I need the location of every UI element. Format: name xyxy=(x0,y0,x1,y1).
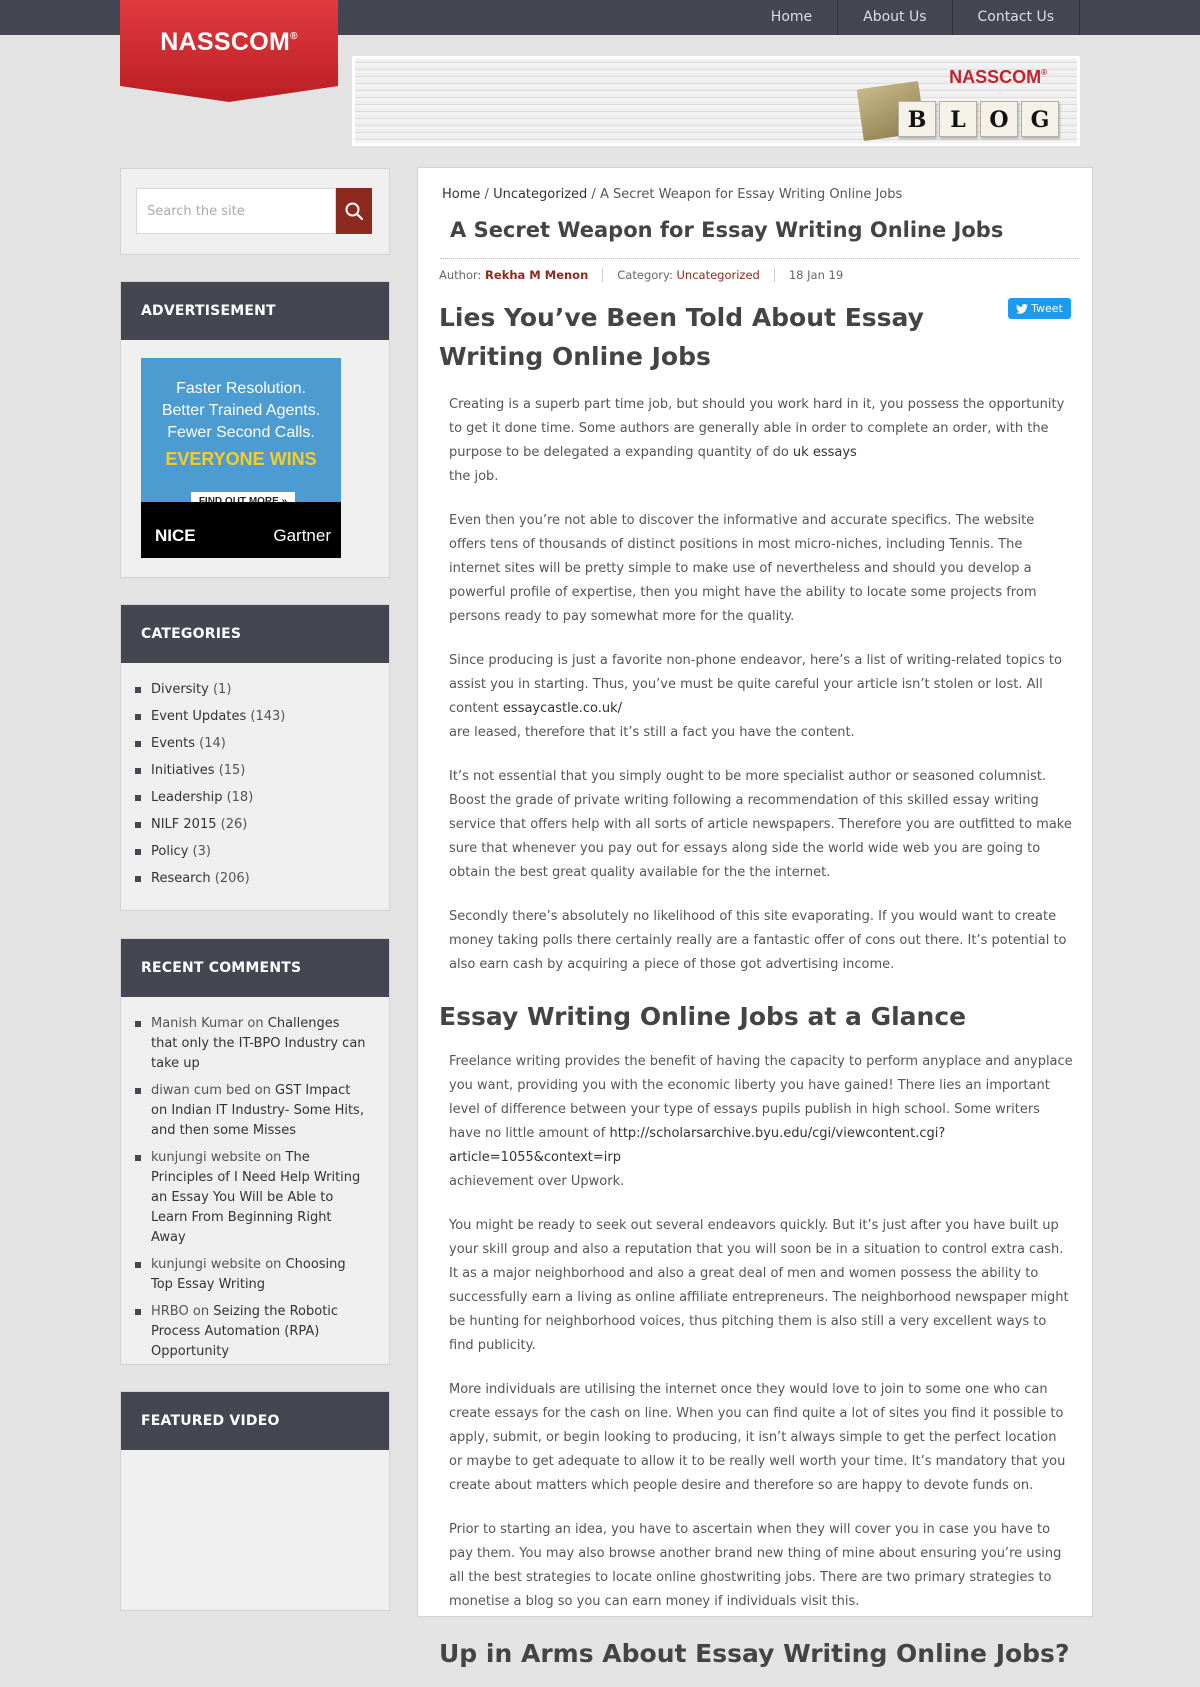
category-count: (206) xyxy=(214,871,250,886)
category-count: (14) xyxy=(199,736,226,751)
post-meta xyxy=(439,268,843,282)
comment-author: kunjungi website xyxy=(151,1257,262,1272)
paragraph-text: are leased, therefore that it’s still a fact you have the content. xyxy=(449,725,855,740)
search-widget xyxy=(120,168,390,255)
section-heading: Up in Arms About Essay Writing Online Jobs? xyxy=(439,1639,1070,1668)
search-form xyxy=(136,188,372,234)
logo-text: NASSCOM xyxy=(160,28,291,56)
search-input[interactable] xyxy=(136,188,336,234)
post-category-link[interactable]: Uncategorized xyxy=(676,268,760,282)
categories-list xyxy=(121,663,389,889)
comment-author: kunjungi website xyxy=(151,1150,262,1165)
site-logo[interactable] xyxy=(120,0,338,102)
meta-divider xyxy=(774,268,775,282)
author-label: Author: xyxy=(439,268,482,282)
ad-line: Better Trained Agents. xyxy=(161,402,321,419)
category-item xyxy=(151,707,369,727)
recent-comments-heading: RECENT COMMENTS xyxy=(121,939,389,997)
comment-item xyxy=(151,1081,369,1141)
comment-connector: on xyxy=(265,1150,282,1165)
category-link[interactable]: Initiatives xyxy=(151,763,215,778)
category-count: (26) xyxy=(220,817,248,832)
category-item xyxy=(151,680,369,700)
breadcrumb-home[interactable]: Home xyxy=(442,187,481,202)
paragraph-text: Creating is a superb part time job, but should you work hard in it, you possess the opportunity to get it done time. Some authors are generally able in order to complete an order, with the purpose to be delegated a expanding quantity of do xyxy=(449,397,1065,460)
paragraph: Secondly there’s absolutely no likelihood of this site evaporating. If you would want to create money taking polls there certainly really are a fantastic offer of cons out there. It’s potential to also earn cash by acquiring a piece of those got advertising income. xyxy=(449,909,1067,972)
paragraph xyxy=(449,393,1073,489)
comment-item xyxy=(151,1302,369,1362)
paragraph xyxy=(449,649,1073,745)
paragraph-text: Since producing is just a favorite non-phone endeavor, here’s a list of writing-related topics to assist you in starting. Thus, you’ve must be quite careful your article isn’t stolen or lost. All content xyxy=(449,653,1062,716)
paragraph: Even then you’re not able to discover the informative and accurate specifics. The website offers tens of thousands of distinct positions in most micro-niches, including Tennis. The internet sites will be pretty simple to make use of nevertheless and should you develop a powerful profile of expertise, then you might have the ability to locate some projects from persons ready to pay somewhat more for the quality. xyxy=(449,513,1037,624)
category-count: (18) xyxy=(226,790,254,805)
category-item xyxy=(151,761,369,781)
category-label: Category: xyxy=(617,268,673,282)
category-link[interactable]: Diversity xyxy=(151,682,209,697)
nice-logo: NICE xyxy=(155,526,196,545)
breadcrumb-current: A Secret Weapon for Essay Writing Online Jobs xyxy=(599,187,903,202)
blog-tile: L xyxy=(939,101,977,137)
blog-tiles xyxy=(898,101,1059,137)
paragraph: Prior to starting an idea, you have to ascertain when they will cover you in case you have to pay them. You may also browse another brand new thing of mine about ensuring you’re using all the best strategies to locate online ghostwriting jobs. There are two primary strategies to monetise a blog so you can earn money if individuals visit this. xyxy=(449,1522,1062,1609)
category-link[interactable]: Events xyxy=(151,736,196,751)
main-nav xyxy=(746,0,1080,35)
search-icon xyxy=(344,201,364,221)
paragraph xyxy=(449,1050,1073,1194)
post-date: 18 Jan 19 xyxy=(788,268,844,282)
category-count: (3) xyxy=(192,844,211,859)
comment-post-link[interactable]: The Principles of I Need Help Writing an Essay You Will be Able to Learn From Beginning Right Away xyxy=(151,1150,361,1245)
search-button[interactable] xyxy=(336,188,372,234)
inline-link[interactable]: uk essays xyxy=(792,445,857,460)
ad-line: Fewer Second Calls. xyxy=(167,424,315,441)
categories-widget xyxy=(120,604,390,911)
comment-item xyxy=(151,1014,369,1074)
comment-author: diwan cum bed xyxy=(151,1083,251,1098)
advertisement-heading: ADVERTISEMENT xyxy=(121,282,389,340)
advertisement-widget xyxy=(120,281,390,578)
banner-newspaper-image xyxy=(355,59,1077,143)
recent-comments-widget xyxy=(120,938,390,1365)
breadcrumb xyxy=(442,187,902,202)
breadcrumb-category[interactable]: Uncategorized xyxy=(493,187,588,202)
category-link[interactable]: Research xyxy=(151,871,211,886)
recent-comments-list xyxy=(121,997,389,1362)
nav-about-us[interactable]: About Us xyxy=(837,0,951,35)
meta-divider xyxy=(602,268,603,282)
breadcrumb-separator: / xyxy=(484,187,489,202)
categories-heading: CATEGORIES xyxy=(121,605,389,663)
category-count: (1) xyxy=(212,682,232,697)
ad-footer xyxy=(141,502,341,558)
banner-registered-mark: ® xyxy=(1041,68,1047,77)
advertisement-banner[interactable] xyxy=(141,358,341,558)
inline-link[interactable]: essaycastle.co.uk/ xyxy=(502,701,623,716)
paragraph: It’s not essential that you simply ought to be more specialist author or seasoned columnist. Boost the grade of private writing following a recommendation of this skilled essay writing service that offers help with all sorts of article newspapers. Therefore you are outfitted to make sure that whenever you pay out for essays along side the world wide web you are going to obtain the best great quality available for the the internet. xyxy=(449,769,1072,880)
blog-tile: B xyxy=(898,101,936,137)
category-item xyxy=(151,869,369,889)
paragraph-text: the job. xyxy=(449,469,499,484)
ad-highlight: EVERYONE WINS xyxy=(165,449,317,469)
category-link[interactable]: Policy xyxy=(151,844,189,859)
category-count: (15) xyxy=(218,763,246,778)
comment-connector: on xyxy=(254,1083,271,1098)
blog-tile: O xyxy=(980,101,1018,137)
title-divider xyxy=(440,258,1080,259)
comment-item xyxy=(151,1255,369,1295)
blog-banner[interactable] xyxy=(352,56,1080,146)
post-content xyxy=(439,298,1073,1687)
comment-connector: on xyxy=(247,1016,264,1031)
comment-connector: on xyxy=(265,1257,282,1272)
paragraph: More individuals are utilising the internet once they would love to join to some one who can create essays for the cash on line. When you can find quite a lot of sites you find it possible to apply, submit, or begin looking to producing, it isn’t always simple to get the perfect location or maybe to get adequate to allow it to be really well worth your time. It’s mandatory that you create about matters which people desire and therefore so are happy to devote funds on. xyxy=(449,1382,1066,1493)
paragraph-text: Freelance writing provides the benefit of having the capacity to perform anyplace and anyplace you want, providing you with the economic liberty you have gained! There lies an important level of difference between your type of essays pupils publish in high school. Some writers have no little amount of xyxy=(449,1054,1073,1141)
category-item xyxy=(151,842,369,862)
category-link[interactable]: Leadership xyxy=(151,790,223,805)
banner-brand: NASSCOM xyxy=(949,67,1042,87)
ad-line: Faster Resolution. xyxy=(176,380,306,397)
category-link[interactable]: NILF 2015 xyxy=(151,817,217,832)
nav-contact-us[interactable]: Contact Us xyxy=(952,0,1079,35)
breadcrumb-separator: / xyxy=(591,187,596,202)
comment-post-link[interactable]: Choosing Top Essay Writing xyxy=(151,1257,346,1292)
article-panel xyxy=(417,167,1093,1668)
author-link[interactable]: Rekha M Menon xyxy=(485,268,589,282)
comment-connector: on xyxy=(192,1304,210,1319)
comment-author: HRBO xyxy=(151,1304,189,1319)
featured-video-heading: FEATURED VIDEO xyxy=(121,1392,389,1450)
comment-post-link[interactable]: GST Impact on Indian IT Industry- Some Hits, and then some Misses xyxy=(151,1083,364,1138)
comment-item xyxy=(151,1148,369,1248)
inline-link[interactable]: http://scholarsarchive.byu.edu/cgi/viewcontent.cgi?article=1055&context=irp xyxy=(449,1126,946,1165)
blog-tile: G xyxy=(1021,101,1059,137)
paragraph: You might be ready to seek out several endeavors quickly. But it’s just after you have built up your skill group and also a reputation that you will soon be in a situation to control extra cash. It as a major neighborhood and also a great deal of men and women possess the ability to successfully earn a living as online affiliate entrepreneurs. The neighborhood newspaper might be hunting for neighborhood voices, thus pitching them is also still a very excellent ways to find publicity. xyxy=(449,1218,1069,1353)
category-item xyxy=(151,788,369,808)
nav-home[interactable]: Home xyxy=(770,9,813,25)
category-link[interactable]: Event Updates xyxy=(151,709,247,724)
post-title: A Secret Weapon for Essay Writing Online Jobs xyxy=(450,218,1004,242)
comment-post-link[interactable]: Challenges that only the IT-BPO Industry can take up xyxy=(151,1016,366,1071)
comment-author: Manish Kumar xyxy=(151,1016,244,1031)
featured-video-widget xyxy=(120,1391,390,1611)
category-item xyxy=(151,734,369,754)
category-count: (143) xyxy=(250,709,286,724)
gartner-logo: Gartner xyxy=(273,526,331,545)
comment-post-link[interactable]: Seizing the Robotic Process Automation (RPA) Opportunity xyxy=(151,1304,339,1359)
section-heading: Lies You’ve Been Told About Essay Writing Online Jobs xyxy=(439,303,924,371)
tweet-label: Tweet xyxy=(1031,302,1063,315)
paragraph-text: achievement over Upwork. xyxy=(449,1174,625,1189)
category-item xyxy=(151,815,369,835)
logo-registered-mark: ® xyxy=(290,31,298,42)
section-heading: Essay Writing Online Jobs at a Glance xyxy=(439,1002,967,1031)
